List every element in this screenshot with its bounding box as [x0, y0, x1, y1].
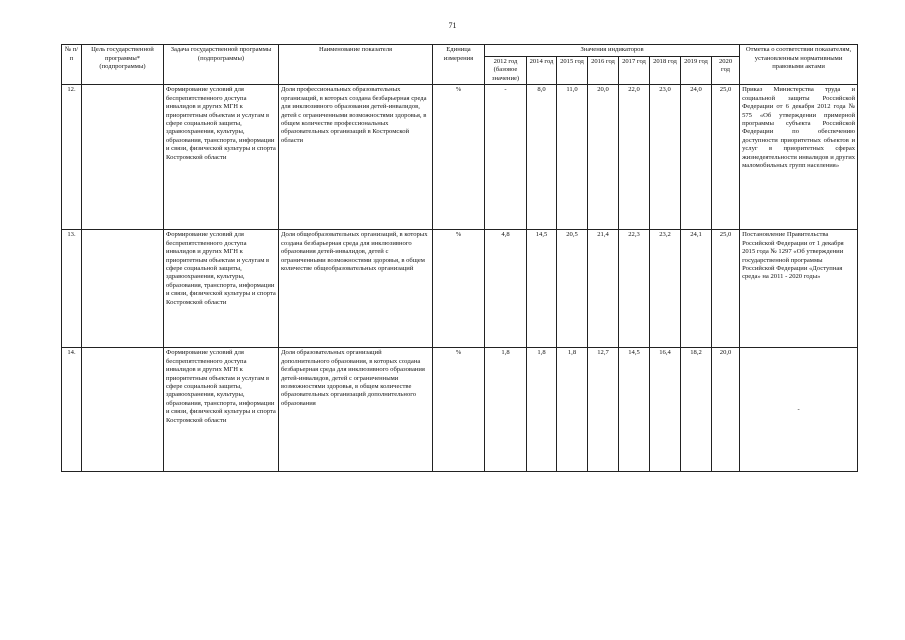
row-value: 18,2 [681, 348, 712, 472]
header-compliance: Отметка о соответствии показателям, установленным нормативными правовыми актами [740, 45, 858, 85]
header-year: 2012 год (базовое значение) [485, 56, 527, 85]
row-value: 21,4 [588, 230, 619, 348]
row-indicator: Доля профессиональных образовательных организаций, в которых создана безбарьерная среда для инклюзивного образования детей-инвалидов, детей с ограниченными возможностями здоровья, в общем количестве профессиональных образовательных организаций в Костромской области [279, 85, 433, 230]
table-row [62, 348, 858, 472]
row-value: 25,0 [712, 230, 740, 348]
row-value: 23,2 [650, 230, 681, 348]
table-row [62, 85, 858, 230]
row-value: 22,0 [619, 85, 650, 230]
row-value: 14,5 [527, 230, 557, 348]
header-year: 2020 год [712, 56, 740, 85]
header-values-group: Значения индикаторов [485, 45, 740, 57]
row-value: 8,0 [527, 85, 557, 230]
header-year: 2018 год [650, 56, 681, 85]
row-value: 20,5 [557, 230, 588, 348]
header-year: 2017 год [619, 56, 650, 85]
row-unit: % [433, 348, 485, 472]
row-value: - [485, 85, 527, 230]
row-compliance: Постановление Правительства Российской Федерации от 1 декабря 2015 года № 1297 «Об утверждении государственной программы Российской Федерации «Доступная среда» на 2011 - 2020 годы» [740, 230, 858, 348]
header-num: № п/п [62, 45, 82, 85]
header-row [62, 45, 858, 57]
row-task: Формирование условий для беспрепятственного доступа инвалидов и других МГН к приоритетным объектам и услугам в сфере социальной защиты, здравоохранения, культуры, образования, транспорта, информации и связи, физической культуры и спорта Костромской области [164, 348, 279, 472]
row-value: 24,1 [681, 230, 712, 348]
row-compliance: - [740, 348, 858, 472]
row-unit: % [433, 85, 485, 230]
row-value: 1,8 [557, 348, 588, 472]
row-goal [82, 348, 164, 472]
row-task: Формирование условий для беспрепятственного доступа инвалидов и других МГН к приоритетным объектам и услугам в сфере социальной защиты, здравоохранения, культуры, образования, транспорта, информации и связи, физической культуры и спорта Костромской области [164, 85, 279, 230]
header-unit: Единица измерения [433, 45, 485, 85]
row-num: 13. [62, 230, 82, 348]
row-value: 12,7 [588, 348, 619, 472]
row-indicator: Доля образовательных организаций дополнительного образования, в которых создана безбарьерная среда для инклюзивного образования детей-инвалидов, детей с ограниченными возможностями здоровья, в общем количестве образовательных организаций дополнительного образования [279, 348, 433, 472]
row-goal [82, 230, 164, 348]
row-num: 14. [62, 348, 82, 472]
header-year: 2015 год [557, 56, 588, 85]
row-unit: % [433, 230, 485, 348]
header-year: 2019 год [681, 56, 712, 85]
row-goal [82, 85, 164, 230]
row-indicator: Доля общеобразовательных организаций, в которых создана безбарьерная среда для инклюзивного образования детей-инвалидов, детей с ограниченными возможностями здоровья, в общем количестве общеобразовательных организаций [279, 230, 433, 348]
row-value: 23,0 [650, 85, 681, 230]
row-value: 22,3 [619, 230, 650, 348]
row-compliance: Приказ Министерства труда и социальной защиты Российской Федерации от 6 декабря 2012 года № 575 «Об утверждении примерной программы субъекта Российской Федерации по обеспечению доступности приоритетных объектов и услуг в приоритетных сферах жизнедеятельности инвалидов и других маломобильных групп населения» [740, 85, 858, 230]
row-value: 20,0 [588, 85, 619, 230]
row-value: 14,5 [619, 348, 650, 472]
row-value: 1,8 [485, 348, 527, 472]
header-year: 2016 год [588, 56, 619, 85]
header-goal: Цель государственной программы* (подпрограммы) [82, 45, 164, 85]
header-year: 2014 год [527, 56, 557, 85]
row-value: 24,0 [681, 85, 712, 230]
row-value: 4,8 [485, 230, 527, 348]
row-value: 1,8 [527, 348, 557, 472]
row-value: 16,4 [650, 348, 681, 472]
row-task: Формирование условий для беспрепятственного доступа инвалидов и других МГН к приоритетным объектам и услугам в сфере социальной защиты, здравоохранения, культуры, образования, транспорта, информации и связи, физической культуры и спорта Костромской области [164, 230, 279, 348]
row-value: 11,0 [557, 85, 588, 230]
header-indicator: Наименование показателя [279, 45, 433, 85]
row-value: 25,0 [712, 85, 740, 230]
row-num: 12. [62, 85, 82, 230]
row-value: 20,0 [712, 348, 740, 472]
table-row [62, 230, 858, 348]
page-number: 71 [448, 21, 457, 30]
indicators-table [61, 44, 858, 472]
header-task: Задача государственной программы (подпрограммы) [164, 45, 279, 85]
